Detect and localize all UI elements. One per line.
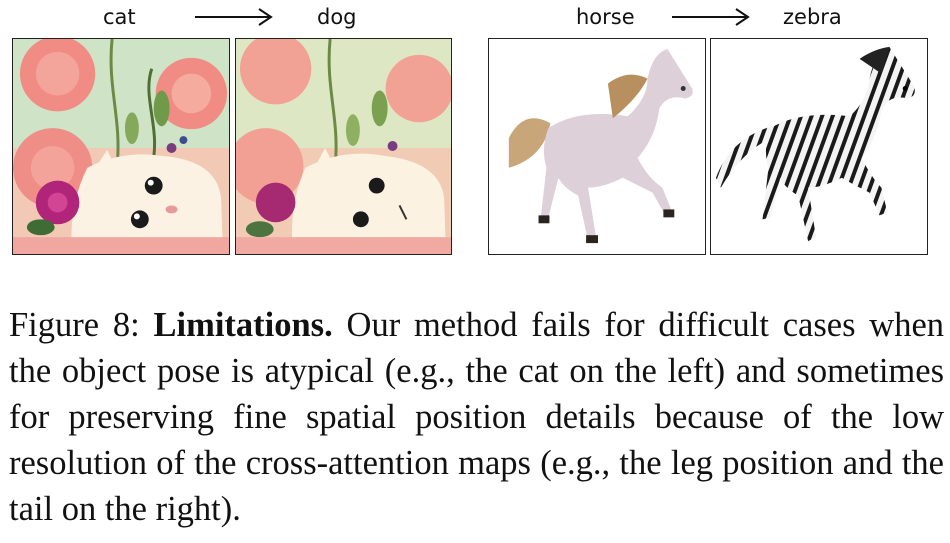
caption-text: Our method fails for difficult cases when the object pose is atypical (e.g., the cat on the left) and sometimes for preserving fine spatial position details because of the low resolution of the cross-attention maps (e.g., the leg position and the tail on the right). (9, 306, 945, 528)
figure-caption (9, 302, 944, 532)
label-dog: dog (317, 5, 357, 29)
arrow-right-icon (670, 6, 754, 28)
zebra-illustration (711, 39, 927, 254)
horse-image-panel (488, 38, 706, 255)
label-horse: horse (576, 5, 635, 29)
label-cat: cat (103, 5, 136, 29)
cat-image-panel (12, 38, 230, 255)
figure-number: Figure 8: (9, 306, 140, 344)
horse-illustration (489, 39, 705, 254)
zebra-image-panel (710, 38, 928, 255)
cat-illustration (13, 39, 229, 254)
dog-image-panel (235, 38, 452, 255)
label-zebra: zebra (783, 5, 842, 29)
dog-illustration (236, 39, 451, 254)
arrow-right-icon (193, 6, 277, 28)
caption-title: Limitations. (153, 306, 333, 344)
